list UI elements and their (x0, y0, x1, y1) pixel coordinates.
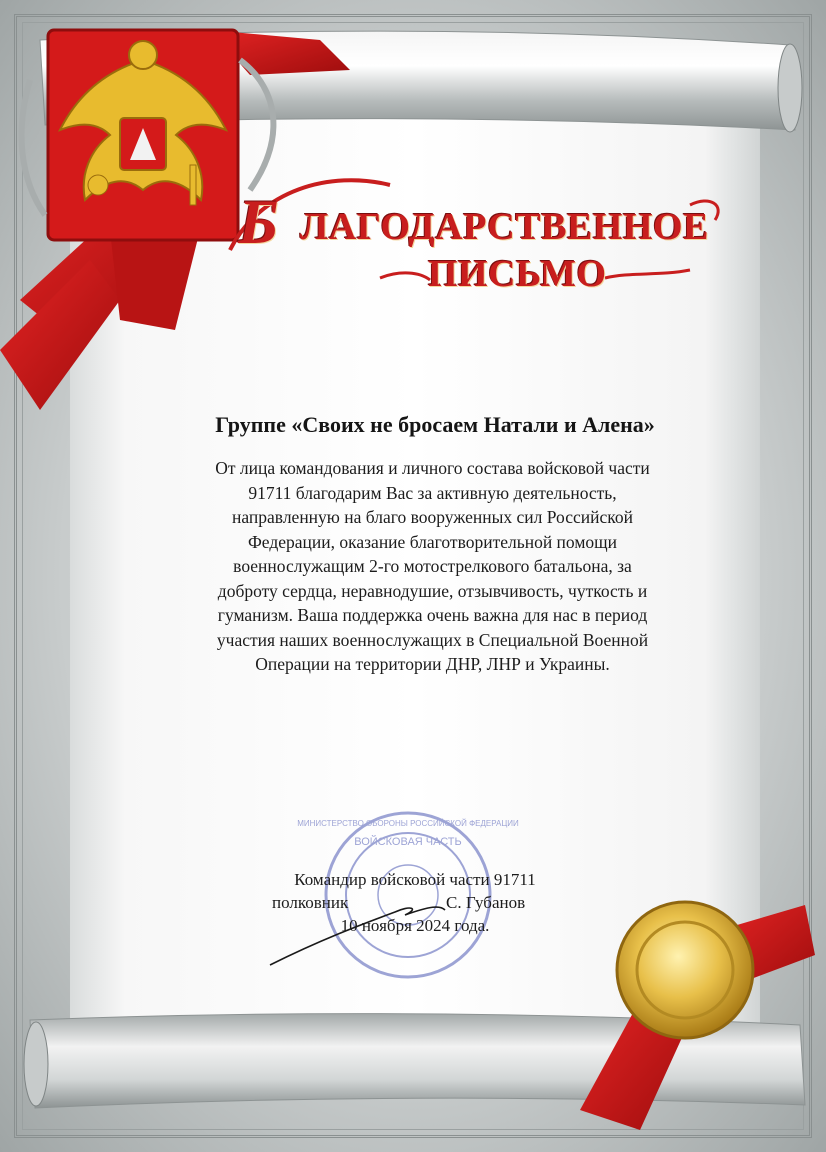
body-line: Операции на территории ДНР, ЛНР и Украины. (255, 654, 610, 674)
body-line: доброту сердца, неравнодушие, отзывчивость, чуткость и (217, 580, 648, 601)
signature-date: 10 ноября 2024 года. (340, 916, 490, 935)
signature-rank: полковник (272, 893, 349, 912)
body-line: гуманизм. Ваша поддержка очень важна для нас в период (217, 605, 648, 625)
addressee: Группе «Своих не бросаем Натали и Алена» (215, 412, 655, 437)
russian-coat-of-arms-icon (48, 30, 238, 240)
body-line: От лица командования и личного состава войсковой части (215, 458, 650, 478)
title-line-1: ЛАГОДАРСТВЕННОЕ (300, 206, 709, 248)
stamp-ring-text: ВОЙСКОВАЯ ЧАСТЬ (354, 836, 462, 848)
stamp-outer-text: МИНИСТЕРСТВО ОБОРОНЫ РОССИЙСКОЙ ФЕДЕРАЦИИ (297, 819, 519, 828)
body-line: участия наших военнослужащих в Специальной Военной (216, 629, 649, 650)
body-line: направленную на благо вооруженных сил Российской (232, 507, 633, 527)
title-initial: Б (238, 186, 279, 257)
gold-wax-seal-icon (617, 902, 753, 1038)
body-line: 91711 благодарим Вас за активную деятельность, (248, 482, 617, 503)
body-line: военнослужащим 2-го мотострелкового батальона, за (233, 556, 632, 576)
letter-body (140, 456, 725, 677)
title-line-2: ПИСЬМО (428, 253, 607, 295)
signature-title: Командир войсковой части 91711 (294, 870, 536, 889)
body-line: Федерации, оказание благотворительной помощи (247, 531, 618, 552)
signature-name: С. Губанов (446, 893, 526, 912)
